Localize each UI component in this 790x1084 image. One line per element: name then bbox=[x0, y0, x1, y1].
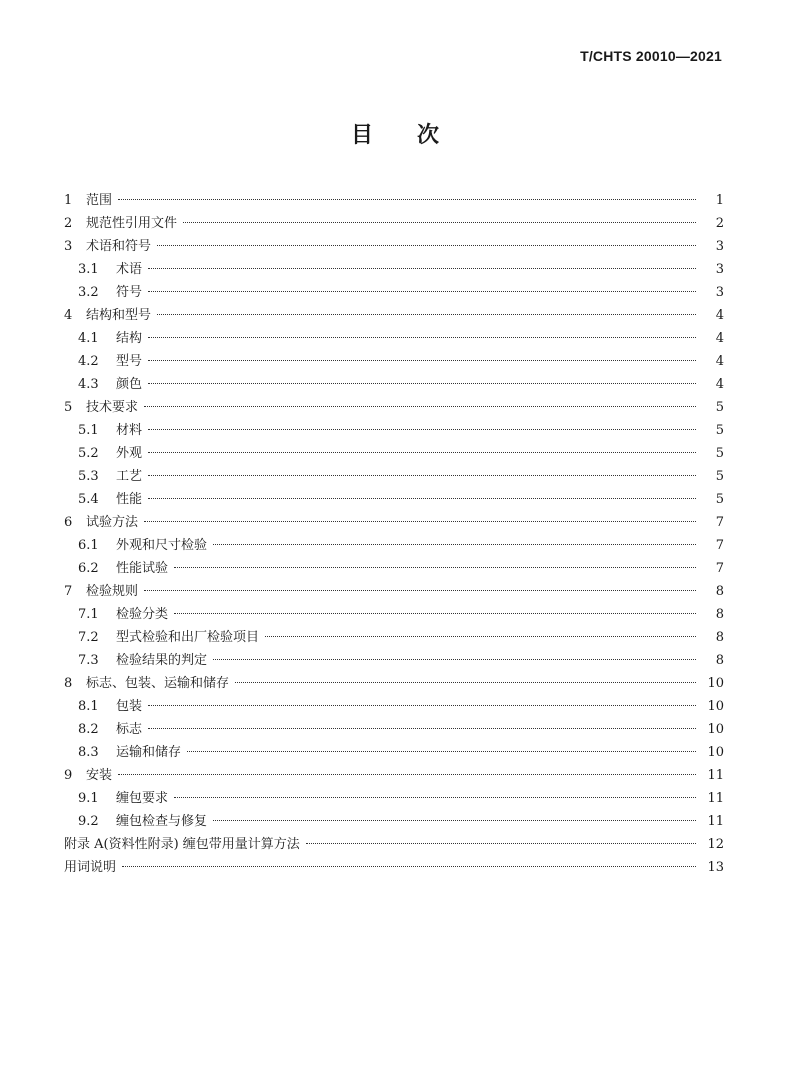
toc-entry[interactable] bbox=[64, 603, 724, 626]
toc-entry-label: 型式检验和出厂检验项目 bbox=[116, 630, 260, 645]
toc-entry-label: 检验规则 bbox=[86, 584, 139, 599]
toc-entry-label: 性能试验 bbox=[116, 561, 169, 576]
dot-leader bbox=[148, 498, 696, 499]
dot-leader bbox=[213, 820, 696, 821]
dot-leader bbox=[148, 291, 696, 292]
toc-entry-page: 5 bbox=[715, 469, 724, 484]
dot-leader bbox=[118, 199, 696, 200]
toc-entry-number: 8 bbox=[64, 676, 73, 691]
dot-leader bbox=[213, 544, 696, 545]
toc-entry-label: 外观和尺寸检验 bbox=[116, 538, 208, 553]
toc-entry-number: 5.3 bbox=[78, 469, 99, 484]
dot-leader bbox=[235, 682, 696, 683]
toc-entry[interactable] bbox=[64, 304, 724, 327]
dot-leader bbox=[148, 728, 696, 729]
toc-entry-label: 术语和符号 bbox=[86, 239, 152, 254]
toc-entry-page: 10 bbox=[707, 745, 724, 760]
toc-entry-page: 13 bbox=[707, 860, 724, 875]
toc-entry[interactable] bbox=[64, 373, 724, 396]
page-title bbox=[0, 118, 790, 149]
toc-entry-page: 7 bbox=[715, 515, 724, 530]
toc-entry-page: 8 bbox=[715, 607, 724, 622]
toc-entry-page: 11 bbox=[707, 814, 724, 829]
toc-entry[interactable] bbox=[64, 442, 724, 465]
toc-entry-page: 7 bbox=[715, 538, 724, 553]
toc-entry[interactable] bbox=[64, 649, 724, 672]
toc-entry-label: 性能 bbox=[116, 492, 143, 507]
toc-entry[interactable] bbox=[64, 258, 724, 281]
dot-leader bbox=[183, 222, 696, 223]
toc-entry-page: 5 bbox=[715, 492, 724, 507]
toc-entry-page: 3 bbox=[715, 262, 724, 277]
toc-entry-number: 4.2 bbox=[78, 354, 99, 369]
dot-leader bbox=[148, 383, 696, 384]
toc-entry[interactable] bbox=[64, 718, 724, 741]
toc-entry-number: 7 bbox=[64, 584, 73, 599]
dot-leader bbox=[187, 751, 696, 752]
toc-entry[interactable] bbox=[64, 350, 724, 373]
toc-entry-number: 4 bbox=[64, 308, 73, 323]
toc-entry[interactable] bbox=[64, 534, 724, 557]
dot-leader bbox=[148, 337, 696, 338]
toc-entry[interactable] bbox=[64, 626, 724, 649]
toc-entry-label: 安装 bbox=[86, 768, 113, 783]
toc-entry-page: 3 bbox=[715, 285, 724, 300]
dot-leader bbox=[148, 429, 696, 430]
dot-leader bbox=[122, 866, 696, 867]
dot-leader bbox=[148, 475, 696, 476]
toc-entry[interactable] bbox=[64, 580, 724, 603]
dot-leader bbox=[148, 268, 696, 269]
toc-entry-label: 检验分类 bbox=[116, 607, 169, 622]
toc-entry-number: 3 bbox=[64, 239, 73, 254]
toc-entry-page: 5 bbox=[715, 446, 724, 461]
toc-entry-number: 6 bbox=[64, 515, 73, 530]
toc-entry-page: 1 bbox=[715, 193, 724, 208]
toc-entry-number: 6.1 bbox=[78, 538, 99, 553]
toc-entry-label: 标志 bbox=[116, 722, 143, 737]
dot-leader bbox=[148, 360, 696, 361]
dot-leader bbox=[144, 590, 696, 591]
toc-entry-number: 3.2 bbox=[78, 285, 99, 300]
toc-entry-label: 用词说明 bbox=[64, 860, 117, 875]
toc-entry-page: 10 bbox=[707, 699, 724, 714]
toc-entry-page: 4 bbox=[715, 331, 724, 346]
toc-entry-label: 缠包检查与修复 bbox=[116, 814, 208, 829]
toc-entry-page: 8 bbox=[715, 584, 724, 599]
document-code: T/CHTS 20010—2021 bbox=[580, 48, 722, 64]
toc-entry-label: 型号 bbox=[116, 354, 143, 369]
toc-entry-number: 1 bbox=[64, 193, 73, 208]
toc-entry-page: 4 bbox=[715, 354, 724, 369]
toc-entry[interactable] bbox=[64, 833, 724, 856]
toc-entry-number: 3.1 bbox=[78, 262, 99, 277]
toc-entry[interactable] bbox=[64, 695, 724, 718]
toc-entry[interactable] bbox=[64, 465, 724, 488]
dot-leader bbox=[118, 774, 696, 775]
toc-entry-page: 3 bbox=[715, 239, 724, 254]
toc-entry-page: 5 bbox=[715, 400, 724, 415]
toc-entry[interactable] bbox=[64, 810, 724, 833]
toc-entry-label: 结构 bbox=[116, 331, 143, 346]
dot-leader bbox=[265, 636, 696, 637]
toc-entry-number: 5.2 bbox=[78, 446, 99, 461]
toc-entry-number: 5.1 bbox=[78, 423, 99, 438]
toc-entry-number: 9.1 bbox=[78, 791, 99, 806]
toc-entry-label: 符号 bbox=[116, 285, 143, 300]
dot-leader bbox=[174, 567, 696, 568]
toc-entry-label: 技术要求 bbox=[86, 400, 139, 415]
toc-entry-label: 结构和型号 bbox=[86, 308, 152, 323]
dot-leader bbox=[174, 613, 696, 614]
toc-entry-number: 7.3 bbox=[78, 653, 99, 668]
toc-entry-number: 8.2 bbox=[78, 722, 99, 737]
toc-entry-label: 附录 A(资料性附录) 缠包带用量计算方法 bbox=[64, 837, 300, 852]
toc-entry-label: 标志、包装、运输和储存 bbox=[86, 676, 230, 691]
toc-entry[interactable] bbox=[64, 396, 724, 419]
toc-entry[interactable] bbox=[64, 419, 724, 442]
dot-leader bbox=[213, 659, 696, 660]
toc-entry-page: 11 bbox=[707, 791, 724, 806]
toc-entry-label: 范围 bbox=[86, 193, 113, 208]
toc-entry[interactable] bbox=[64, 488, 724, 511]
toc-entry-label: 运输和储存 bbox=[116, 745, 182, 760]
toc-entry[interactable] bbox=[64, 281, 724, 304]
toc-entry-label: 外观 bbox=[116, 446, 143, 461]
toc-entry-page: 8 bbox=[715, 630, 724, 645]
toc-entry-page: 5 bbox=[715, 423, 724, 438]
toc-entry[interactable] bbox=[64, 212, 724, 235]
toc-entry-number: 8.1 bbox=[78, 699, 99, 714]
toc-entry[interactable] bbox=[64, 787, 724, 810]
toc-entry-page: 2 bbox=[715, 216, 724, 231]
toc-entry-number: 8.3 bbox=[78, 745, 99, 760]
title-char-2: 次 bbox=[417, 123, 440, 148]
toc-entry-label: 术语 bbox=[116, 262, 143, 277]
toc-entry-label: 试验方法 bbox=[86, 515, 139, 530]
toc-entry[interactable] bbox=[64, 764, 724, 787]
toc-entry-number: 2 bbox=[64, 216, 73, 231]
toc-entry-number: 5.4 bbox=[78, 492, 99, 507]
toc-entry[interactable] bbox=[64, 511, 724, 534]
dot-leader bbox=[157, 314, 696, 315]
dot-leader bbox=[148, 705, 696, 706]
dot-leader bbox=[174, 797, 696, 798]
toc-entry-label: 包装 bbox=[116, 699, 143, 714]
toc-entry-number: 4.3 bbox=[78, 377, 99, 392]
toc-entry[interactable] bbox=[64, 327, 724, 350]
toc-entry-page: 8 bbox=[715, 653, 724, 668]
dot-leader bbox=[144, 521, 696, 522]
toc-entry-label: 颜色 bbox=[116, 377, 143, 392]
toc-entry-number: 5 bbox=[64, 400, 73, 415]
toc-entry-page: 4 bbox=[715, 377, 724, 392]
toc-entry[interactable] bbox=[64, 557, 724, 580]
toc-entry-label: 工艺 bbox=[116, 469, 143, 484]
toc-entry-label: 规范性引用文件 bbox=[86, 216, 178, 231]
toc-entry-number: 4.1 bbox=[78, 331, 99, 346]
toc-entry-page: 7 bbox=[715, 561, 724, 576]
dot-leader bbox=[157, 245, 696, 246]
toc-entry[interactable] bbox=[64, 235, 724, 258]
toc-entry-label: 检验结果的判定 bbox=[116, 653, 208, 668]
toc-entry[interactable] bbox=[64, 672, 724, 695]
toc-entry-page: 10 bbox=[707, 722, 724, 737]
toc-entry-page: 12 bbox=[707, 837, 724, 852]
toc-entry[interactable] bbox=[64, 856, 724, 879]
toc-entry-label: 缠包要求 bbox=[116, 791, 169, 806]
toc-entry-number: 7.1 bbox=[78, 607, 99, 622]
table-of-contents bbox=[64, 189, 724, 879]
dot-leader bbox=[144, 406, 696, 407]
toc-entry-page: 4 bbox=[715, 308, 724, 323]
dot-leader bbox=[148, 452, 696, 453]
toc-entry[interactable] bbox=[64, 189, 724, 212]
toc-entry[interactable] bbox=[64, 741, 724, 764]
toc-entry-page: 10 bbox=[707, 676, 724, 691]
toc-entry-number: 9.2 bbox=[78, 814, 99, 829]
title-char-1: 目 bbox=[350, 123, 373, 148]
dot-leader bbox=[306, 843, 696, 844]
toc-entry-number: 6.2 bbox=[78, 561, 99, 576]
toc-entry-number: 7.2 bbox=[78, 630, 99, 645]
toc-entry-number: 9 bbox=[64, 768, 73, 783]
toc-entry-page: 11 bbox=[707, 768, 724, 783]
toc-entry-label: 材料 bbox=[116, 423, 143, 438]
